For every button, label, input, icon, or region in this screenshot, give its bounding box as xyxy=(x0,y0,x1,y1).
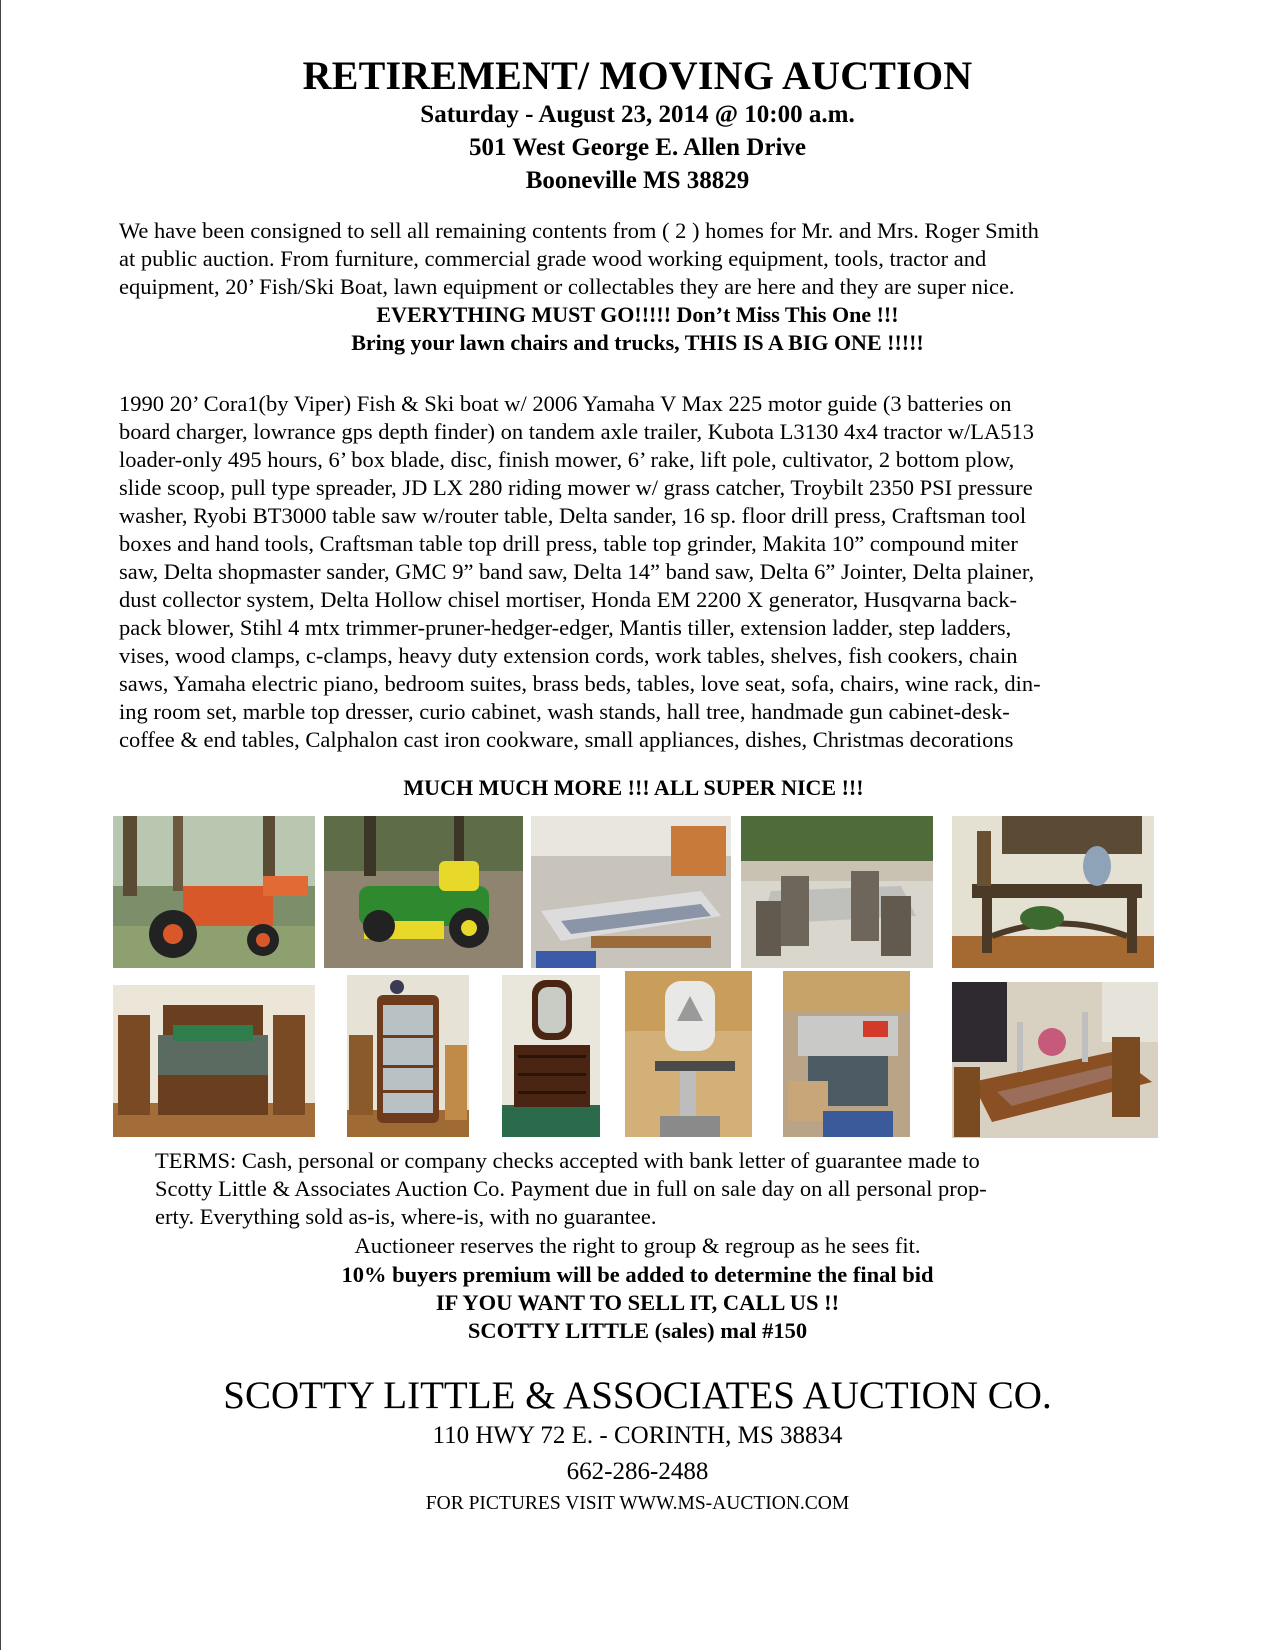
sales-contact: SCOTTY LITTLE (sales) mal #150 xyxy=(467,1318,808,1343)
item-list-line: 1990 20’ Cora1(by Viper) Fish & Ski boat w/ 2006 Yamaha V Max 225 motor guide (3 batteries on xyxy=(119,391,1012,416)
auction-title: RETIREMENT/ MOVING AUCTION xyxy=(302,53,973,98)
auction-city: Booneville MS 38829 xyxy=(525,167,750,194)
item-list-line: pack blower, Stihl 4 mtx trimmer-pruner-hedger-edger, Mantis tiller, extension ladder, step ladders, xyxy=(119,615,1012,640)
console-table-photo xyxy=(952,816,1154,968)
tractor-photo xyxy=(113,816,315,968)
item-list-closing: MUCH MUCH MORE !!! ALL SUPER NICE !!! xyxy=(403,775,864,800)
item-list-line: slide scoop, pull type spreader, JD LX 280 riding mower w/ grass catcher, Troybilt 2350 PSI pressure xyxy=(119,475,1033,500)
boat-photo xyxy=(531,816,731,968)
item-list-line: loader-only 495 hours, 6’ box blade, disc, finish mower, 6’ rake, lift pole, cultivator, 2 bottom plow, xyxy=(119,447,1015,472)
intro-line: at public auction. From furniture, commercial grade wood working equipment, tools, tractor and xyxy=(119,246,987,271)
auction-date: Saturday - August 23, 2014 @ 10:00 a.m. xyxy=(420,101,855,128)
band-saw-photo xyxy=(625,971,752,1137)
terms-line: Scotty Little & Associates Auction Co. Payment due in full on sale day on all personal prop- xyxy=(155,1176,987,1201)
buyers-premium: 10% buyers premium will be added to determine the final bid xyxy=(341,1262,934,1287)
terms-line: erty. Everything sold as-is, where-is, with no guarantee. xyxy=(155,1204,657,1229)
item-list-line: washer, Ryobi BT3000 table saw w/router table, Delta sander, 16 sp. floor drill press, Craftsman tool xyxy=(119,503,1027,528)
intro-emphasis: Bring your lawn chairs and trucks, THIS IS A BIG ONE !!!!! xyxy=(351,330,924,355)
item-list-line: vises, wood clamps, c-clamps, heavy duty extension cords, work tables, shelves, fish cookers, chain xyxy=(119,643,1018,668)
item-list-line: board charger, lowrance gps depth finder) on tandem axle trailer, Kubota L3130 4x4 tractor w/LA513 xyxy=(119,419,1034,444)
riding-mower-photo xyxy=(324,816,523,968)
sell-call-us: IF YOU WANT TO SELL IT, CALL US !! xyxy=(435,1290,840,1315)
item-list-line: ing room set, marble top dresser, curio cabinet, wash stands, hall tree, handmade gun cabinet-desk- xyxy=(119,699,1010,724)
item-list-line: coffee & end tables, Calphalon cast iron cookware, small appliances, dishes, Christmas decorations xyxy=(119,727,1014,752)
item-list-line: dust collector system, Delta Hollow chisel mortiser, Honda EM 2200 X generator, Husqvarna back- xyxy=(119,587,1017,612)
terms-regroup: Auctioneer reserves the right to group & regroup as he sees fit. xyxy=(354,1233,921,1258)
auction-address: 501 West George E. Allen Drive xyxy=(469,134,806,161)
patio-set-photo xyxy=(741,816,933,968)
company-website: FOR PICTURES VISIT WWW.MS-AUCTION.COM xyxy=(425,1493,850,1514)
company-phone: 662-286-2488 xyxy=(566,1458,709,1485)
terms-line: TERMS: Cash, personal or company checks accepted with bank letter of guarantee made to xyxy=(155,1148,980,1173)
company-address: 110 HWY 72 E. - CORINTH, MS 38834 xyxy=(432,1422,843,1449)
dining-table-photo xyxy=(952,982,1158,1138)
intro-emphasis: EVERYTHING MUST GO!!!!! Don’t Miss This One !!! xyxy=(376,302,899,327)
item-list-line: saws, Yamaha electric piano, bedroom suites, brass beds, tables, love seat, sofa, chairs, wine rack, din- xyxy=(119,671,1041,696)
intro-line: We have been consigned to sell all remaining contents from ( 2 ) homes for Mr. and Mrs. Roger Smith xyxy=(119,218,1039,243)
wash-stand-photo xyxy=(113,985,315,1137)
curio-cabinet-photo xyxy=(347,975,469,1137)
company-name: SCOTTY LITTLE & ASSOCIATES AUCTION CO. xyxy=(223,1374,1052,1417)
intro-line: equipment, 20’ Fish/Ski Boat, lawn equipment or collectables they are here and they are super nice. xyxy=(119,274,1015,299)
item-list-line: boxes and hand tools, Craftsman table top drill press, table top grinder, Makita 10” compound miter xyxy=(119,531,1018,556)
item-list-line: saw, Delta shopmaster sander, GMC 9” band saw, Delta 14” band saw, Delta 6” Jointer, Delta plainer, xyxy=(119,559,1035,584)
dresser-photo xyxy=(502,975,600,1137)
table-saw-photo xyxy=(783,971,910,1137)
